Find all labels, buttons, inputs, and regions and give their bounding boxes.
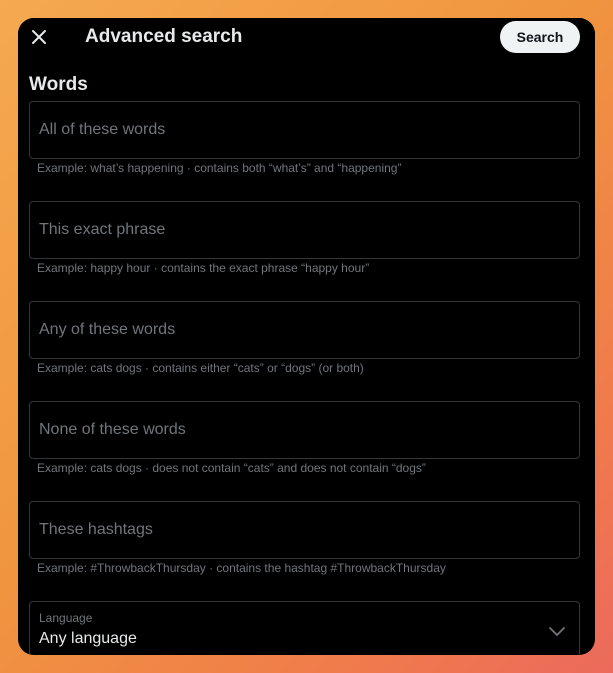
language-select[interactable]	[29, 601, 580, 655]
modal-header	[18, 18, 595, 58]
exact-phrase-input[interactable]	[29, 201, 580, 259]
close-button[interactable]	[26, 24, 52, 50]
none-words-example: Example: cats dogs · does not contain “cats” and does not contain “dogs”	[37, 461, 426, 475]
language-value: Any language	[39, 630, 137, 647]
search-button[interactable]: Search	[500, 21, 580, 53]
advanced-search-modal	[18, 18, 595, 655]
chevron-down-icon	[548, 622, 566, 640]
all-words-placeholder: All of these words	[39, 121, 166, 138]
close-icon	[31, 29, 47, 45]
all-words-example: Example: what’s happening · contains both “what’s” and “happening”	[37, 161, 402, 175]
any-words-input[interactable]	[29, 301, 580, 359]
language-label: Language	[39, 611, 93, 625]
exact-phrase-placeholder: This exact phrase	[39, 221, 166, 238]
hashtags-input[interactable]	[29, 501, 580, 559]
modal-title: Advanced search	[85, 26, 243, 47]
all-words-input[interactable]	[29, 101, 580, 159]
section-title-words: Words	[29, 74, 88, 95]
hashtags-example: Example: #ThrowbackThursday · contains the hashtag #ThrowbackThursday	[37, 561, 446, 575]
none-words-input[interactable]	[29, 401, 580, 459]
exact-phrase-example: Example: happy hour · contains the exact phrase “happy hour”	[37, 261, 370, 275]
any-words-example: Example: cats dogs · contains either “cats” or “dogs” (or both)	[37, 361, 364, 375]
hashtags-placeholder: These hashtags	[39, 521, 153, 538]
any-words-placeholder: Any of these words	[39, 321, 176, 338]
none-words-placeholder: None of these words	[39, 421, 186, 438]
